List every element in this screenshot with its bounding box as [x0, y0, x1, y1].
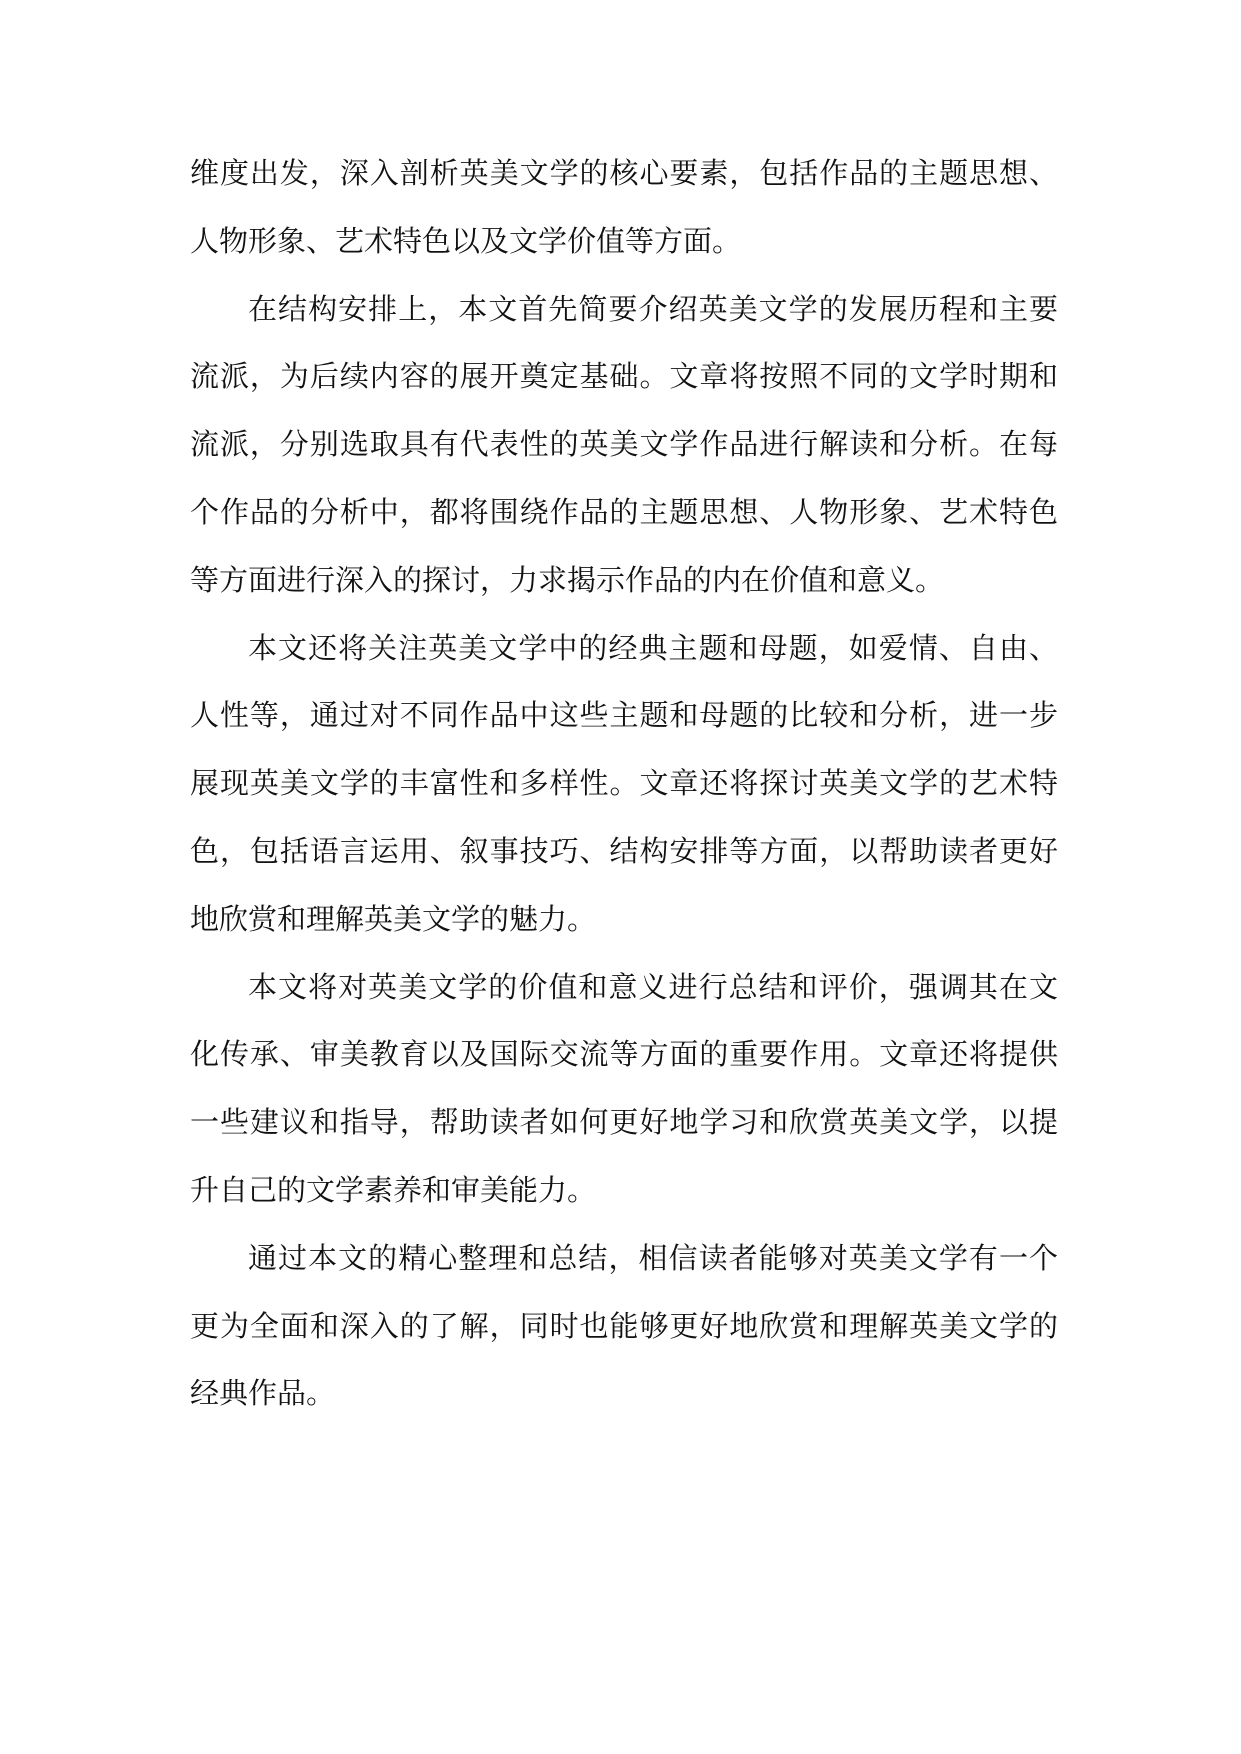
document-page [190, 140, 1058, 1428]
paragraph-continued: 维度出发，深入剖析英美文学的核心要素，包括作品的主题思想、人物形象、艺术特色以及文学价值等方面。 [190, 156, 1058, 258]
paragraph: 本文将对英美文学的价值和意义进行总结和评价，强调其在文化传承、审美教育以及国际交流等方面的重要作用。文章还将提供一些建议和指导，帮助读者如何更好地学习和欣赏英美文学，以提升自己的文学素养和审美能力。 [190, 969, 1058, 1207]
paragraph: 在结构安排上，本文首先简要介绍英美文学的发展历程和主要流派，为后续内容的展开奠定基础。文章将按照不同的文学时期和流派，分别选取具有代表性的英美文学作品进行解读和分析。在每个作品的分析中，都将围绕作品的主题思想、人物形象、艺术特色等方面进行深入的探讨，力求揭示作品的内在价值和意义。 [190, 291, 1058, 597]
paragraph: 本文还将关注英美文学中的经典主题和母题，如爱情、自由、人性等，通过对不同作品中这些主题和母题的比较和分析，进一步展现英美文学的丰富性和多样性。文章还将探讨英美文学的艺术特色，包括语言运用、叙事技巧、结构安排等方面，以帮助读者更好地欣赏和理解英美文学的魅力。 [190, 630, 1058, 936]
paragraph: 通过本文的精心整理和总结，相信读者能够对英美文学有一个更为全面和深入的了解，同时也能够更好地欣赏和理解英美文学的经典作品。 [190, 1240, 1058, 1411]
